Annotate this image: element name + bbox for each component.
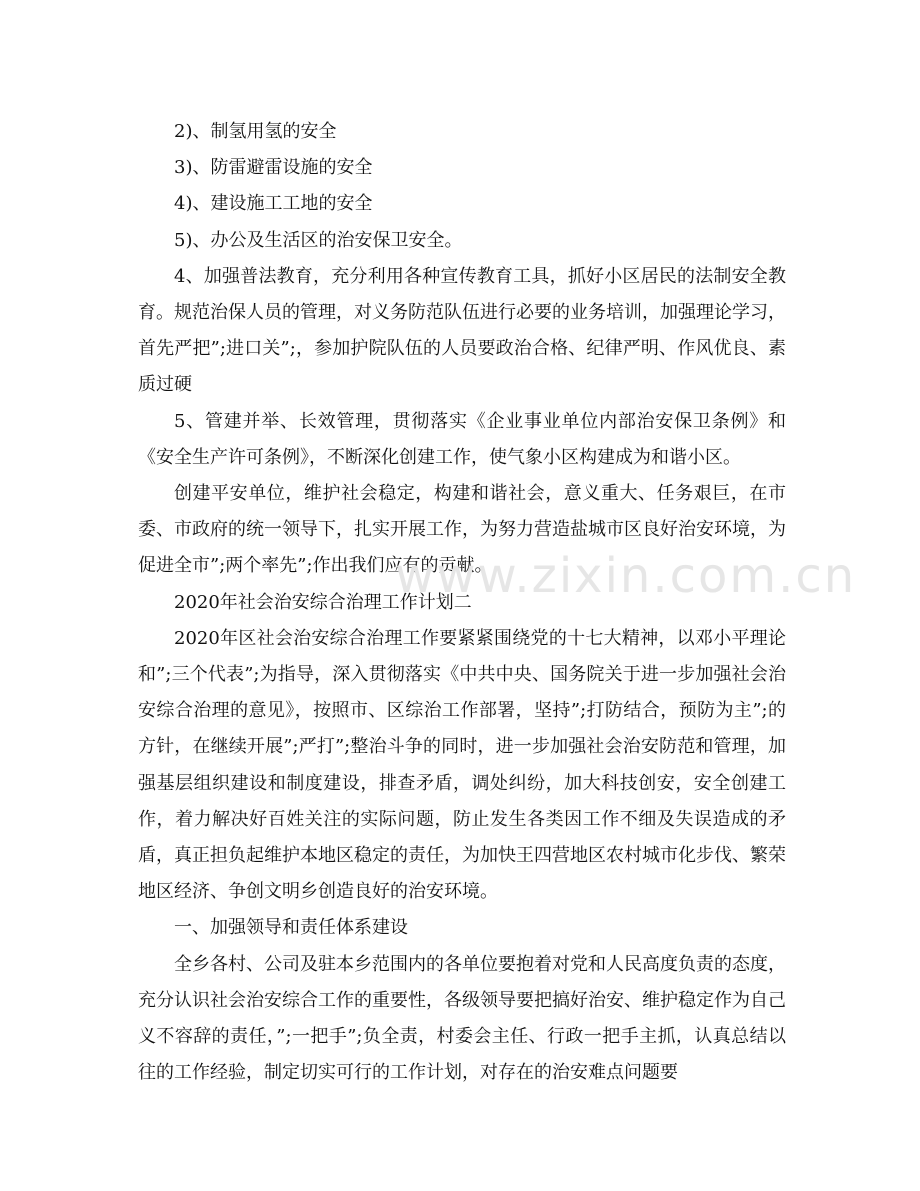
paragraph-long-term-management: 5、管建并举、长效管理，贯彻落实《企业事业单位内部治安保卫条例》和《安全生产许可条例》，不断深化创建工作，使气象小区构建成为和谐小区。 (138, 410, 786, 468)
document-body (138, 114, 786, 1091)
section-heading-leadership: 一、加强领导和责任体系建设 (174, 917, 408, 939)
list-item-safety-4: 4)、建设施工工地的安全 (174, 193, 373, 215)
list-item-safety-5: 5)、办公及生活区的治安保卫安全。 (174, 229, 463, 251)
paragraph-leadership-detail: 全乡各村、公司及驻本乡范围内的各单位要抱着对党和人民高度负责的态度，充分认识社会治安综合工作的重要性，各级领导要把搞好治安、维护稳定作为自己义不容辞的责任，”;一把手”;负全责，村委会主任、行政一把手主抓，认真总结以往的工作经验，制定切实可行的工作计划，对存在的治安难点问题要 (138, 953, 786, 1084)
paragraph-legal-education: 4、加强普法教育，充分利用各种宣传教育工具，抓好小区居民的法制安全教育。规范治保人员的管理，对义务防范队伍进行必要的业务培训，加强理论学习，首先严把”;进口关”;，参加护院队伍的人员要政治合格、纪律严明、作风优良、素质过硬 (138, 265, 786, 396)
list-item-safety-2: 2)、制氢用氢的安全 (174, 121, 337, 142)
paragraph-plan-overview: 2020年区社会治安综合治理工作要紧紧围绕党的十七大精神，以邓小平理论和”;三个代表”;为指导，深入贯彻落实《中共中央、国务院关于进一步加强社会治安综合治理的意见》，按照市、区综治工作部署，坚持”;打防结合，预防为主”;的方针，在继续开展”;严打”;整治斗争的同时，进一步加强社会治安防范和管理，加强基层组织建设和制度建设，排查矛盾，调处纠纷，加大科技创安，安全创建工作，着力解决好百姓关注的实际问题，防止发生各类因工作不细及失误造成的矛盾，真正担负起维护本地区稳定的责任，为加快王四营地区农村城市化步伐、繁荣地区经济、争创文明乡创造良好的治安环境。 (138, 627, 786, 903)
watermark-text: www.zixin.com.cn (395, 548, 857, 604)
paragraph-safe-unit: 创建平安单位，维护社会稳定，构建和谐社会，意义重大、任务艰巨，在市委、市政府的统一领导下，扎实开展工作，为努力营造盐城市区良好治安环境，为促进全市”;两个率先”;作出我们应有的贡献。 (138, 483, 786, 577)
list-item-safety-3: 3)、防雷避雷设施的安全 (174, 157, 373, 179)
section-title-plan-two: 2020年社会治安综合治理工作计划二 (174, 591, 472, 613)
